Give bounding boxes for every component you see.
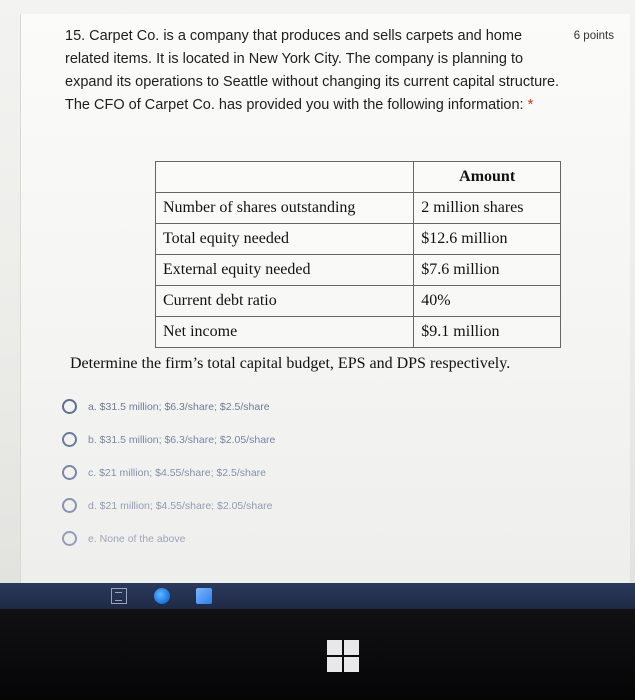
windows-logo-icon <box>327 640 359 672</box>
taskbar <box>0 583 635 609</box>
table-header-empty <box>156 162 414 193</box>
table-row <box>156 317 561 348</box>
radio-button[interactable] <box>62 531 77 546</box>
option-e[interactable] <box>62 522 275 555</box>
question-prompt: Determine the firm’s total capital budget, EPS and DPS respectively. <box>70 355 511 372</box>
table-row <box>156 224 561 255</box>
row-value: 40% <box>414 286 561 317</box>
photos-icon[interactable] <box>196 588 212 604</box>
table-row <box>156 193 561 224</box>
row-label: Number of shares outstanding <box>156 193 414 224</box>
option-d[interactable] <box>62 489 275 522</box>
radio-button[interactable] <box>62 465 77 480</box>
option-a[interactable] <box>62 390 275 423</box>
calculator-icon[interactable] <box>111 588 127 604</box>
row-label: Net income <box>156 317 414 348</box>
table-row <box>156 255 561 286</box>
table-header-amount: Amount <box>414 162 561 193</box>
row-value: $7.6 million <box>414 255 561 286</box>
row-value: $12.6 million <box>414 224 561 255</box>
option-label: b. $31.5 million; $6.3/share; $2.05/share <box>88 433 276 446</box>
row-label: Total equity needed <box>156 224 414 255</box>
option-label: a. $31.5 million; $6.3/share; $2.5/share <box>88 400 270 413</box>
option-c[interactable] <box>62 456 275 489</box>
answer-options <box>62 390 275 555</box>
question-body: 15. Carpet Co. is a company that produces and sells carpets and home related items. It is located in New York City. The company is planning to expand its operations to Seattle without changing its current capital structure. The CFO of Carpet Co. has provided you with the following information: <box>65 28 560 113</box>
points-label: 6 points <box>573 30 614 42</box>
row-label: External equity needed <box>156 255 414 286</box>
laptop-bezel <box>0 609 635 700</box>
option-label: e. None of the above <box>88 532 186 545</box>
row-label: Current debt ratio <box>156 286 414 317</box>
radio-button[interactable] <box>62 432 77 447</box>
radio-button[interactable] <box>62 399 77 414</box>
table-row <box>156 286 561 317</box>
row-value: $9.1 million <box>414 317 561 348</box>
required-asterisk: * <box>527 97 534 113</box>
option-label: d. $21 million; $4.55/share; $2.05/share <box>88 499 273 512</box>
row-value: 2 million shares <box>414 193 561 224</box>
option-b[interactable] <box>62 423 275 456</box>
table-header-row <box>156 162 561 193</box>
option-label: c. $21 million; $4.55/share; $2.5/share <box>88 466 267 479</box>
edge-browser-icon[interactable] <box>154 588 170 604</box>
info-table <box>155 161 561 348</box>
radio-button[interactable] <box>62 498 77 513</box>
question-text <box>65 25 565 117</box>
